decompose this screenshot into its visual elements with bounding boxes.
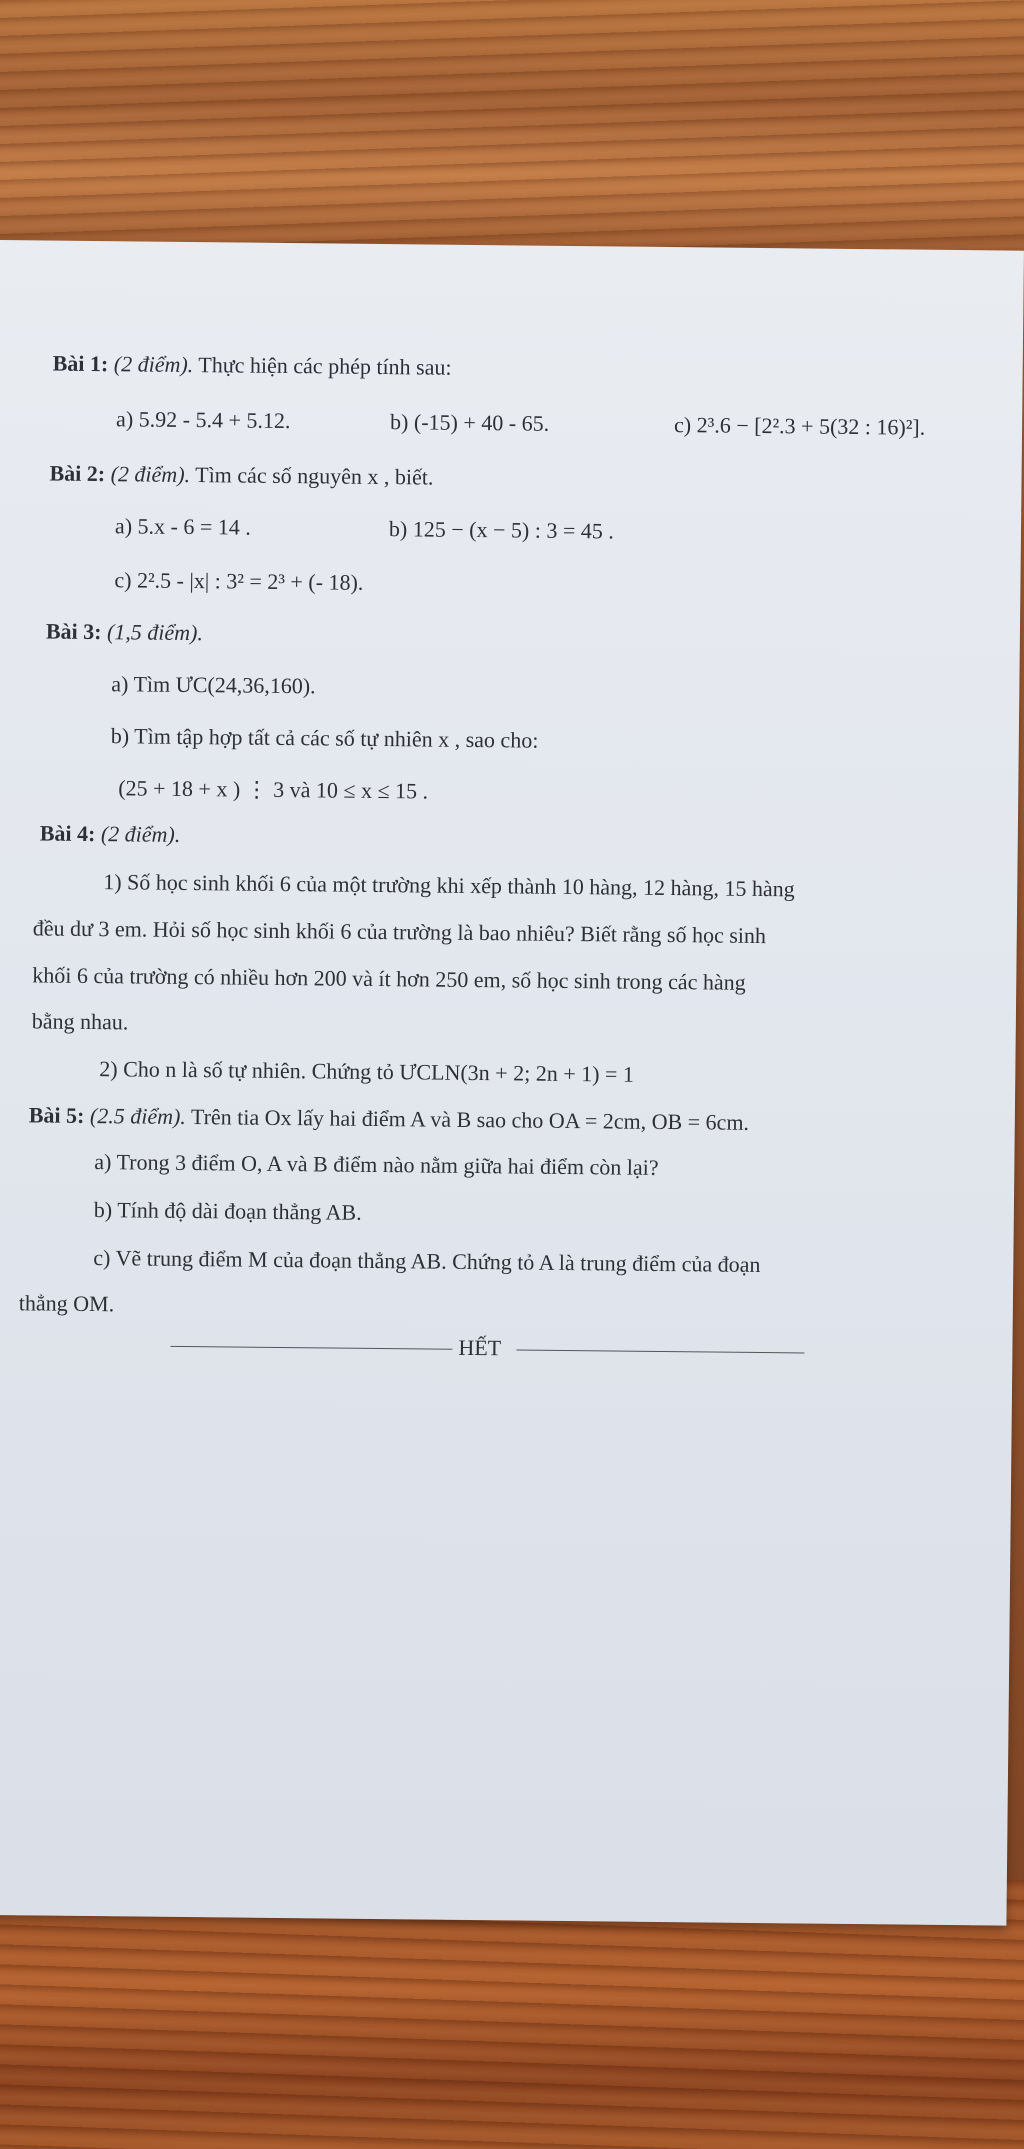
bai5-c-line1: c) Vẽ trung điểm M của đoạn thẳng AB. Chứng tỏ A là trung điểm của đoạn xyxy=(93,1245,761,1278)
bai4-p1-line4: bằng nhau. xyxy=(31,1008,129,1035)
bai5-label: Bài 5: xyxy=(28,1102,85,1128)
bai1-prompt: Thực hiện các phép tính sau: xyxy=(198,352,452,380)
bai1-c: c) 2³.6 − [2².3 + 5(32 : 16)²]. xyxy=(673,412,926,440)
bai5-b: b) Tính độ dài đoạn thẳng AB. xyxy=(93,1197,362,1225)
bai2-label: Bài 2: xyxy=(49,460,106,487)
bai2-b: b) 125 − (x − 5) : 3 = 45 . xyxy=(388,516,614,544)
bai2-heading xyxy=(49,461,433,491)
bai4-points: (2 điểm). xyxy=(100,821,181,847)
end-rule-right xyxy=(516,1349,804,1353)
bai1-heading xyxy=(53,351,452,381)
bai4-p1-line3: khối 6 của trường có nhiều hơn 200 và ít hơn 250 em, số học sinh trong các hàng xyxy=(32,962,746,995)
bai2-prompt: Tìm các số nguyên x , biết. xyxy=(195,462,434,490)
bai3-label: Bài 3: xyxy=(45,618,102,645)
bai3-heading xyxy=(46,619,203,647)
bai1-points: (2 điểm). xyxy=(113,351,194,378)
bai1-a: a) 5.92 - 5.4 + 5.12. xyxy=(116,406,291,434)
bai2-points: (2 điểm). xyxy=(110,461,191,488)
bai2-c: c) 2².5 - |x| : 3² = 2³ + (- 18). xyxy=(114,567,364,595)
bai4-p2: 2) Cho n là số tự nhiên. Chứng tỏ ƯCLN(3n + 2; 2n + 1) = 1 xyxy=(99,1056,635,1087)
end-rule-left xyxy=(170,1346,452,1350)
bai4-label: Bài 4: xyxy=(39,820,96,847)
bai4-p1-line1: 1) Số học sinh khối 6 của một trường khi xếp thành 10 hàng, 12 hàng, 15 hàng xyxy=(103,869,795,902)
bai3-b: b) Tìm tập hợp tất cả các số tự nhiên x , sao cho: xyxy=(110,723,539,753)
bai4-p1-line2: đều dư 3 em. Hỏi số học sinh khối 6 của trường là bao nhiêu? Biết rằng số học sinh xyxy=(32,915,767,949)
bai4-heading xyxy=(40,820,181,847)
bai2-a: a) 5.x - 6 = 14 . xyxy=(114,513,251,540)
exam-paper xyxy=(0,240,1024,1926)
end-marker: HẾT xyxy=(458,1334,502,1361)
bai3-a: a) Tìm ƯC(24,36,160). xyxy=(111,671,316,699)
bai5-c-line2: thẳng OM. xyxy=(18,1290,115,1317)
wooden-table-top xyxy=(0,0,1024,250)
bai1-label: Bài 1: xyxy=(52,350,109,377)
bai3-condition: (25 + 18 + x ) ⋮ 3 và 10 ≤ x ≤ 15 . xyxy=(118,775,429,804)
bai3-points: (1,5 điểm). xyxy=(106,619,204,646)
bai5-points: (2.5 điểm). xyxy=(89,1102,187,1129)
bai5-heading xyxy=(29,1102,749,1136)
bai1-b: b) (-15) + 40 - 65. xyxy=(389,409,550,436)
bai5-prompt: Trên tia Ox lấy hai điểm A và B sao cho OA = 2cm, OB = 6cm. xyxy=(190,1104,750,1135)
bai5-a: a) Trong 3 điểm O, A và B điểm nào nằm giữa hai điểm còn lại? xyxy=(94,1149,659,1180)
